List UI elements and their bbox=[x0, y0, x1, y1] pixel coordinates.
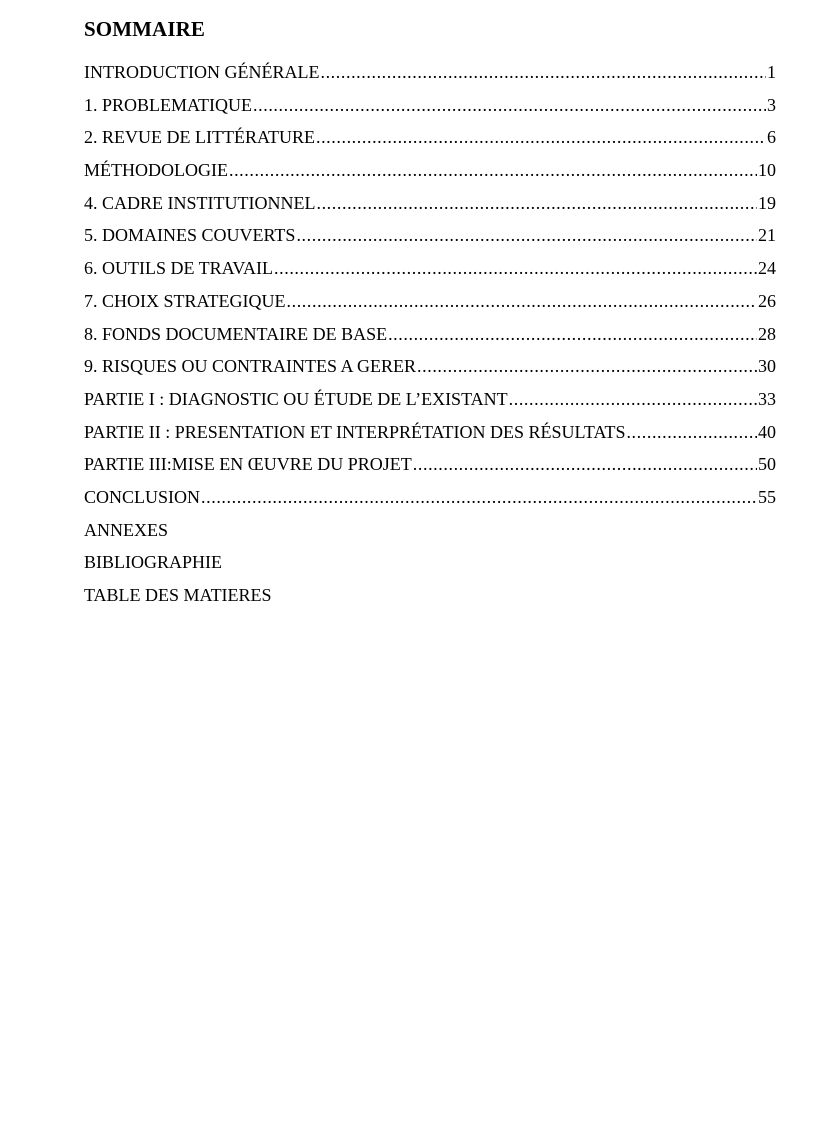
toc-dot-leader bbox=[320, 62, 766, 83]
toc-entry-label: MÉTHODOLOGIE bbox=[84, 160, 228, 181]
toc-dot-leader bbox=[316, 193, 757, 214]
toc-dot-leader bbox=[253, 95, 766, 116]
toc-entry[interactable] bbox=[84, 62, 776, 95]
toc-entry-label: PARTIE III:MISE EN ŒUVRE DU PROJET bbox=[84, 454, 412, 475]
toc-entry-label: CONCLUSION bbox=[84, 486, 201, 507]
toc-dot-leader bbox=[316, 127, 766, 148]
toc-entry[interactable] bbox=[84, 258, 776, 291]
toc-entry-label: 4. CADRE INSTITUTIONNEL bbox=[84, 192, 316, 213]
toc-dot-leader bbox=[201, 487, 757, 508]
toc-page-number: 1 bbox=[767, 62, 776, 82]
toc-entry[interactable] bbox=[84, 389, 776, 422]
toc-entry[interactable] bbox=[84, 520, 776, 553]
toc-entry[interactable] bbox=[84, 585, 776, 618]
toc-entry-label: PARTIE I : DIAGNOSTIC OU ÉTUDE DE L’EXISTANT bbox=[84, 388, 508, 409]
toc-dot-leader bbox=[296, 225, 757, 246]
toc-page-number: 21 bbox=[758, 225, 776, 246]
toc-dot-leader bbox=[417, 356, 757, 377]
toc-entry[interactable] bbox=[84, 324, 776, 357]
toc-entry-label: INTRODUCTION GÉNÉRALE bbox=[84, 62, 320, 82]
toc-entry[interactable] bbox=[84, 291, 776, 324]
toc-page-number: 6 bbox=[767, 127, 776, 148]
toc-entry[interactable] bbox=[84, 552, 776, 585]
document-page bbox=[84, 14, 776, 618]
toc-entry[interactable] bbox=[84, 127, 776, 160]
toc-dot-leader bbox=[509, 389, 757, 410]
toc-entry[interactable] bbox=[84, 356, 776, 389]
toc-page-number: 3 bbox=[767, 94, 776, 115]
toc-page-number: 28 bbox=[758, 323, 776, 344]
toc-page-number: 40 bbox=[758, 421, 776, 442]
toc-page-number: 50 bbox=[758, 454, 776, 475]
toc-entry-label: 7. CHOIX STRATEGIQUE bbox=[84, 290, 286, 311]
toc-entry-label: 2. REVUE DE LITTÉRATURE bbox=[84, 127, 315, 148]
toc-page-number: 26 bbox=[758, 290, 776, 311]
toc-page-number: 55 bbox=[758, 486, 776, 507]
toc-entry[interactable] bbox=[84, 422, 776, 455]
page-title: SOMMAIRE bbox=[84, 17, 205, 41]
toc-page-number: 19 bbox=[758, 192, 776, 213]
toc-dot-leader bbox=[229, 160, 757, 181]
toc-entry[interactable] bbox=[84, 487, 776, 520]
toc-page-number: 30 bbox=[758, 356, 776, 377]
toc-page-number: 10 bbox=[758, 160, 776, 181]
toc-dot-leader bbox=[413, 454, 757, 475]
toc-page-number: 24 bbox=[758, 258, 776, 279]
toc-dot-leader bbox=[287, 291, 758, 312]
table-of-contents bbox=[84, 62, 776, 618]
toc-dot-leader bbox=[388, 324, 757, 345]
toc-entry-label: 6. OUTILS DE TRAVAIL bbox=[84, 258, 274, 279]
toc-page-number: 33 bbox=[758, 388, 776, 409]
toc-entry-label: 8. FONDS DOCUMENTAIRE DE BASE bbox=[84, 323, 388, 344]
toc-entry-label: PARTIE II : PRESENTATION ET INTERPRÉTATION DES RÉSULTATS bbox=[84, 421, 626, 442]
toc-entry-label: 1. PROBLEMATIQUE bbox=[84, 94, 253, 115]
toc-entry-label: ANNEXES bbox=[84, 519, 168, 540]
toc-entry[interactable] bbox=[84, 193, 776, 226]
toc-entry-label: 5. DOMAINES COUVERTS bbox=[84, 225, 296, 246]
toc-dot-leader bbox=[626, 422, 757, 443]
toc-entry[interactable] bbox=[84, 95, 776, 128]
toc-entry-label: 9. RISQUES OU CONTRAINTES A GERER bbox=[84, 356, 417, 377]
toc-entry-label: BIBLIOGRAPHIE bbox=[84, 552, 222, 573]
toc-entry-label: TABLE DES MATIERES bbox=[84, 585, 272, 605]
toc-dot-leader bbox=[274, 258, 757, 279]
toc-entry[interactable] bbox=[84, 454, 776, 487]
toc-entry[interactable] bbox=[84, 225, 776, 258]
toc-entry[interactable] bbox=[84, 160, 776, 193]
